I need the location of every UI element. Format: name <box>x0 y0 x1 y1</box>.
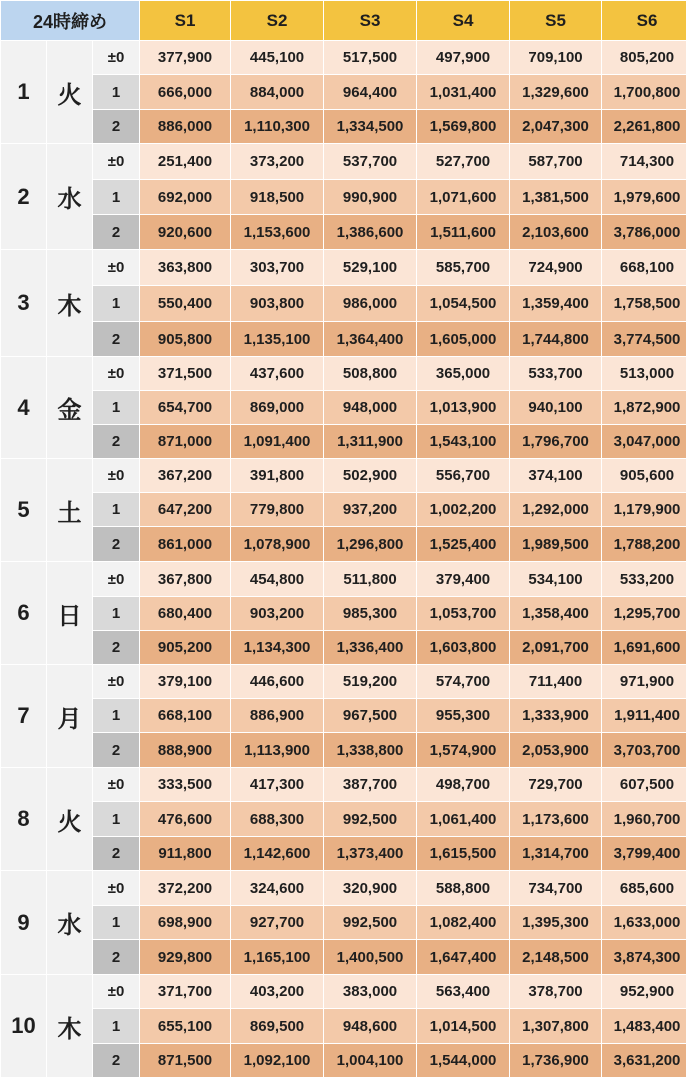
value-cell: 869,500 <box>231 1009 324 1044</box>
value-cell: 320,900 <box>324 871 417 906</box>
level-label: ±0 <box>93 975 140 1009</box>
value-cell: 446,600 <box>231 665 324 699</box>
table-row <box>1 286 686 322</box>
value-cell: 724,900 <box>510 250 602 286</box>
value-cell: 711,400 <box>510 665 602 699</box>
column-header-s1: S1 <box>140 1 231 41</box>
value-cell: 437,600 <box>231 357 324 391</box>
column-header-s2: S2 <box>231 1 324 41</box>
value-cell: 1,744,800 <box>510 322 602 357</box>
value-cell: 497,900 <box>417 41 510 75</box>
value-cell: 1,483,400 <box>602 1009 686 1044</box>
value-cell: 363,800 <box>140 250 231 286</box>
table-row <box>1 837 686 871</box>
level-label: ±0 <box>93 562 140 597</box>
table-row <box>1 425 686 459</box>
column-header-s4: S4 <box>417 1 510 41</box>
value-cell: 948,600 <box>324 1009 417 1044</box>
table-row <box>1 391 686 425</box>
value-cell: 698,900 <box>140 906 231 940</box>
value-cell: 1,165,100 <box>231 940 324 975</box>
table-row <box>1 597 686 631</box>
table-row <box>1 493 686 527</box>
value-cell: 1,338,800 <box>324 733 417 768</box>
value-cell: 1,633,000 <box>602 906 686 940</box>
value-cell: 937,200 <box>324 493 417 527</box>
value-cell: 1,691,600 <box>602 631 686 665</box>
value-cell: 905,600 <box>602 459 686 493</box>
value-cell: 1,013,900 <box>417 391 510 425</box>
day-number: 10 <box>1 975 47 1078</box>
value-cell: 371,500 <box>140 357 231 391</box>
table-row <box>1 975 686 1009</box>
value-cell: 1,605,000 <box>417 322 510 357</box>
value-cell: 1,381,500 <box>510 180 602 215</box>
value-cell: 985,300 <box>324 597 417 631</box>
level-label: 2 <box>93 940 140 975</box>
table-row <box>1 322 686 357</box>
table-row <box>1 180 686 215</box>
value-cell: 986,000 <box>324 286 417 322</box>
value-cell: 905,800 <box>140 322 231 357</box>
value-cell: 666,000 <box>140 75 231 110</box>
value-cell: 1,373,400 <box>324 837 417 871</box>
value-cell: 502,900 <box>324 459 417 493</box>
value-cell: 417,300 <box>231 768 324 802</box>
value-cell: 2,103,600 <box>510 215 602 250</box>
value-cell: 324,600 <box>231 871 324 906</box>
table-header <box>1 1 686 41</box>
value-cell: 527,700 <box>417 144 510 180</box>
value-cell: 709,100 <box>510 41 602 75</box>
level-label: 2 <box>93 837 140 871</box>
value-cell: 2,047,300 <box>510 110 602 144</box>
day-weekday: 木 <box>47 250 93 357</box>
value-cell: 685,600 <box>602 871 686 906</box>
value-cell: 365,000 <box>417 357 510 391</box>
table-row <box>1 250 686 286</box>
column-header-s5: S5 <box>510 1 602 41</box>
value-cell: 1,543,100 <box>417 425 510 459</box>
value-cell: 563,400 <box>417 975 510 1009</box>
value-cell: 1,334,500 <box>324 110 417 144</box>
day-number: 8 <box>1 768 47 871</box>
value-cell: 556,700 <box>417 459 510 493</box>
table-row <box>1 906 686 940</box>
value-cell: 886,900 <box>231 699 324 733</box>
value-cell: 1,359,400 <box>510 286 602 322</box>
level-label: ±0 <box>93 41 140 75</box>
level-label: 2 <box>93 322 140 357</box>
value-cell: 1,153,600 <box>231 215 324 250</box>
day-number: 4 <box>1 357 47 459</box>
level-label: 1 <box>93 75 140 110</box>
level-label: ±0 <box>93 871 140 906</box>
value-cell: 1,113,900 <box>231 733 324 768</box>
table-row <box>1 110 686 144</box>
level-label: 1 <box>93 391 140 425</box>
value-cell: 588,800 <box>417 871 510 906</box>
value-cell: 574,700 <box>417 665 510 699</box>
value-cell: 1,336,400 <box>324 631 417 665</box>
value-cell: 1,142,600 <box>231 837 324 871</box>
level-label: 1 <box>93 802 140 837</box>
value-cell: 3,703,700 <box>602 733 686 768</box>
table-row <box>1 144 686 180</box>
value-cell: 1,544,000 <box>417 1044 510 1078</box>
level-label: 1 <box>93 1009 140 1044</box>
value-cell: 454,800 <box>231 562 324 597</box>
value-cell: 391,800 <box>231 459 324 493</box>
value-cell: 1,296,800 <box>324 527 417 562</box>
value-cell: 861,000 <box>140 527 231 562</box>
value-cell: 714,300 <box>602 144 686 180</box>
level-label: 2 <box>93 527 140 562</box>
value-cell: 3,774,500 <box>602 322 686 357</box>
day-weekday: 土 <box>47 459 93 562</box>
value-cell: 445,100 <box>231 41 324 75</box>
header-row <box>1 1 686 41</box>
value-cell: 3,631,200 <box>602 1044 686 1078</box>
value-cell: 1,004,100 <box>324 1044 417 1078</box>
value-cell: 1,911,400 <box>602 699 686 733</box>
value-cell: 952,900 <box>602 975 686 1009</box>
value-cell: 869,000 <box>231 391 324 425</box>
value-cell: 374,100 <box>510 459 602 493</box>
value-cell: 1,314,700 <box>510 837 602 871</box>
value-cell: 1,014,500 <box>417 1009 510 1044</box>
value-cell: 903,200 <box>231 597 324 631</box>
level-label: 1 <box>93 493 140 527</box>
day-weekday: 木 <box>47 975 93 1078</box>
value-cell: 992,500 <box>324 906 417 940</box>
value-cell: 1,329,600 <box>510 75 602 110</box>
value-cell: 918,500 <box>231 180 324 215</box>
value-cell: 519,200 <box>324 665 417 699</box>
value-cell: 1,796,700 <box>510 425 602 459</box>
value-cell: 379,400 <box>417 562 510 597</box>
value-cell: 1,071,600 <box>417 180 510 215</box>
value-cell: 1,400,500 <box>324 940 417 975</box>
value-cell: 1,135,100 <box>231 322 324 357</box>
value-cell: 367,800 <box>140 562 231 597</box>
value-cell: 734,700 <box>510 871 602 906</box>
table-row <box>1 871 686 906</box>
value-cell: 971,900 <box>602 665 686 699</box>
value-cell: 537,700 <box>324 144 417 180</box>
value-cell: 367,200 <box>140 459 231 493</box>
table-row <box>1 75 686 110</box>
value-cell: 1,872,900 <box>602 391 686 425</box>
day-number: 6 <box>1 562 47 665</box>
level-label: ±0 <box>93 665 140 699</box>
value-cell: 251,400 <box>140 144 231 180</box>
value-cell: 692,000 <box>140 180 231 215</box>
level-label: 1 <box>93 906 140 940</box>
level-label: 2 <box>93 215 140 250</box>
value-cell: 779,800 <box>231 493 324 527</box>
level-label: 1 <box>93 286 140 322</box>
value-cell: 550,400 <box>140 286 231 322</box>
level-label: 1 <box>93 597 140 631</box>
table-row <box>1 665 686 699</box>
level-label: ±0 <box>93 357 140 391</box>
level-label: ±0 <box>93 144 140 180</box>
value-cell: 1,110,300 <box>231 110 324 144</box>
value-cell: 911,800 <box>140 837 231 871</box>
value-cell: 680,400 <box>140 597 231 631</box>
value-cell: 1,386,600 <box>324 215 417 250</box>
table-row <box>1 802 686 837</box>
value-cell: 1,078,900 <box>231 527 324 562</box>
level-label: 2 <box>93 425 140 459</box>
value-cell: 884,000 <box>231 75 324 110</box>
value-cell: 3,786,000 <box>602 215 686 250</box>
value-cell: 498,700 <box>417 768 510 802</box>
value-cell: 513,000 <box>602 357 686 391</box>
value-cell: 655,100 <box>140 1009 231 1044</box>
value-cell: 929,800 <box>140 940 231 975</box>
value-cell: 3,874,300 <box>602 940 686 975</box>
value-cell: 955,300 <box>417 699 510 733</box>
value-cell: 2,148,500 <box>510 940 602 975</box>
value-cell: 1,979,600 <box>602 180 686 215</box>
day-number: 1 <box>1 41 47 144</box>
value-cell: 517,500 <box>324 41 417 75</box>
value-cell: 1,134,300 <box>231 631 324 665</box>
table-row <box>1 357 686 391</box>
value-cell: 1,031,400 <box>417 75 510 110</box>
value-cell: 1,082,400 <box>417 906 510 940</box>
value-cell: 1,647,400 <box>417 940 510 975</box>
table-row <box>1 1009 686 1044</box>
table-row <box>1 215 686 250</box>
value-cell: 3,799,400 <box>602 837 686 871</box>
value-cell: 1,960,700 <box>602 802 686 837</box>
value-cell: 1,615,500 <box>417 837 510 871</box>
value-cell: 1,395,300 <box>510 906 602 940</box>
value-cell: 1,061,400 <box>417 802 510 837</box>
value-cell: 940,100 <box>510 391 602 425</box>
table-row <box>1 562 686 597</box>
value-cell: 383,000 <box>324 975 417 1009</box>
table-row <box>1 1044 686 1078</box>
table-body <box>1 41 686 1078</box>
value-cell: 871,000 <box>140 425 231 459</box>
value-cell: 1,358,400 <box>510 597 602 631</box>
value-cell: 387,700 <box>324 768 417 802</box>
value-cell: 1,574,900 <box>417 733 510 768</box>
value-cell: 377,900 <box>140 41 231 75</box>
table-row <box>1 733 686 768</box>
value-cell: 303,700 <box>231 250 324 286</box>
value-cell: 927,700 <box>231 906 324 940</box>
table-row <box>1 699 686 733</box>
value-cell: 333,500 <box>140 768 231 802</box>
table-row <box>1 459 686 493</box>
column-header-s6: S6 <box>602 1 686 41</box>
column-header-s3: S3 <box>324 1 417 41</box>
level-label: 2 <box>93 733 140 768</box>
value-cell: 2,261,800 <box>602 110 686 144</box>
value-cell: 1,311,900 <box>324 425 417 459</box>
value-cell: 948,000 <box>324 391 417 425</box>
day-number: 9 <box>1 871 47 975</box>
level-label: ±0 <box>93 768 140 802</box>
value-cell: 1,736,900 <box>510 1044 602 1078</box>
day-weekday: 水 <box>47 144 93 250</box>
value-cell: 1,292,000 <box>510 493 602 527</box>
value-cell: 529,100 <box>324 250 417 286</box>
value-cell: 688,300 <box>231 802 324 837</box>
value-cell: 1,700,800 <box>602 75 686 110</box>
value-cell: 967,500 <box>324 699 417 733</box>
value-cell: 511,800 <box>324 562 417 597</box>
day-weekday: 金 <box>47 357 93 459</box>
value-cell: 1,091,400 <box>231 425 324 459</box>
value-cell: 1,092,100 <box>231 1044 324 1078</box>
value-cell: 587,700 <box>510 144 602 180</box>
value-cell: 647,200 <box>140 493 231 527</box>
value-cell: 668,100 <box>140 699 231 733</box>
value-cell: 1,569,800 <box>417 110 510 144</box>
day-weekday: 水 <box>47 871 93 975</box>
value-cell: 508,800 <box>324 357 417 391</box>
value-cell: 992,500 <box>324 802 417 837</box>
value-cell: 1,788,200 <box>602 527 686 562</box>
value-cell: 1,333,900 <box>510 699 602 733</box>
value-cell: 378,700 <box>510 975 602 1009</box>
value-cell: 476,600 <box>140 802 231 837</box>
value-cell: 1,364,400 <box>324 322 417 357</box>
value-cell: 1,307,800 <box>510 1009 602 1044</box>
day-weekday: 月 <box>47 665 93 768</box>
table-row <box>1 527 686 562</box>
value-cell: 871,500 <box>140 1044 231 1078</box>
table-row <box>1 768 686 802</box>
day-number: 5 <box>1 459 47 562</box>
value-cell: 1,758,500 <box>602 286 686 322</box>
value-cell: 1,295,700 <box>602 597 686 631</box>
day-weekday: 日 <box>47 562 93 665</box>
value-cell: 2,053,900 <box>510 733 602 768</box>
level-label: 1 <box>93 699 140 733</box>
value-cell: 1,511,600 <box>417 215 510 250</box>
value-cell: 371,700 <box>140 975 231 1009</box>
value-cell: 1,054,500 <box>417 286 510 322</box>
day-number: 2 <box>1 144 47 250</box>
value-cell: 3,047,000 <box>602 425 686 459</box>
level-label: 2 <box>93 110 140 144</box>
value-cell: 1,173,600 <box>510 802 602 837</box>
level-label: 2 <box>93 1044 140 1078</box>
value-cell: 729,700 <box>510 768 602 802</box>
value-cell: 1,989,500 <box>510 527 602 562</box>
level-label: 2 <box>93 631 140 665</box>
value-cell: 379,100 <box>140 665 231 699</box>
day-number: 7 <box>1 665 47 768</box>
table-row <box>1 940 686 975</box>
value-cell: 1,525,400 <box>417 527 510 562</box>
day-weekday: 火 <box>47 41 93 144</box>
value-cell: 654,700 <box>140 391 231 425</box>
level-label: ±0 <box>93 459 140 493</box>
value-cell: 905,200 <box>140 631 231 665</box>
level-label: ±0 <box>93 250 140 286</box>
value-cell: 1,002,200 <box>417 493 510 527</box>
value-cell: 533,200 <box>602 562 686 597</box>
table-row <box>1 631 686 665</box>
value-cell: 805,200 <box>602 41 686 75</box>
level-label: 1 <box>93 180 140 215</box>
value-cell: 607,500 <box>602 768 686 802</box>
value-cell: 534,100 <box>510 562 602 597</box>
value-cell: 886,000 <box>140 110 231 144</box>
value-cell: 668,100 <box>602 250 686 286</box>
value-cell: 903,800 <box>231 286 324 322</box>
value-cell: 403,200 <box>231 975 324 1009</box>
value-cell: 990,900 <box>324 180 417 215</box>
value-cell: 2,091,700 <box>510 631 602 665</box>
value-cell: 1,179,900 <box>602 493 686 527</box>
value-cell: 585,700 <box>417 250 510 286</box>
value-cell: 373,200 <box>231 144 324 180</box>
value-cell: 1,603,800 <box>417 631 510 665</box>
value-cell: 533,700 <box>510 357 602 391</box>
value-cell: 964,400 <box>324 75 417 110</box>
value-cell: 888,900 <box>140 733 231 768</box>
table-row <box>1 41 686 75</box>
value-cell: 1,053,700 <box>417 597 510 631</box>
value-cell: 372,200 <box>140 871 231 906</box>
day-number: 3 <box>1 250 47 357</box>
corner-label: 24時締め <box>1 1 140 41</box>
value-cell: 920,600 <box>140 215 231 250</box>
day-weekday: 火 <box>47 768 93 871</box>
